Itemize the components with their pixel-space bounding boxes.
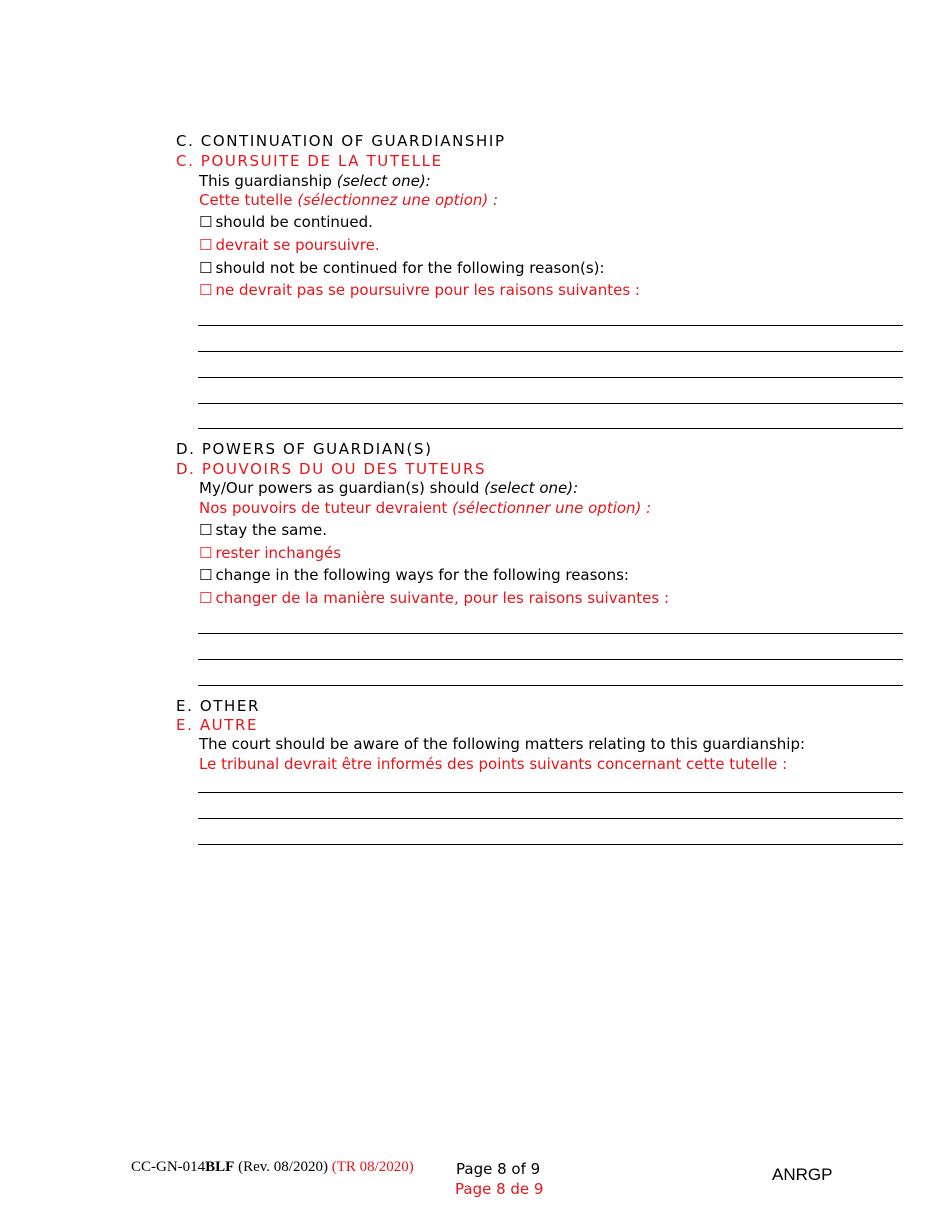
option-label: should not be continued for the following reason(s):: [215, 259, 605, 277]
answer-line[interactable]: [198, 792, 903, 793]
section-e-heading-en: E. OTHER: [176, 697, 260, 715]
option-continued-fr[interactable]: [199, 236, 380, 254]
option-label: rester inchangés: [215, 544, 342, 562]
answer-line[interactable]: [198, 325, 903, 326]
checkbox[interactable]: ☐: [199, 521, 213, 539]
option-label: ne devrait pas se poursuivre pour les raisons suivantes :: [215, 281, 640, 299]
option-not-continued-fr[interactable]: [199, 281, 640, 299]
answer-line[interactable]: [198, 351, 903, 352]
option-change-en[interactable]: [199, 566, 629, 584]
section-d-heading-en: D. POWERS OF GUARDIAN(S): [176, 440, 433, 458]
section-e-prompt-en: The court should be aware of the following matters relating to this guardianship:: [199, 735, 806, 753]
option-label: should be continued.: [215, 213, 373, 231]
prompt-text: Cette tutelle: [199, 191, 293, 209]
prompt-text: Nos pouvoirs de tuteur devraient: [199, 499, 448, 517]
option-stay-same-en[interactable]: [199, 521, 327, 539]
option-label: devrait se poursuivre.: [215, 236, 380, 254]
option-label: stay the same.: [215, 521, 327, 539]
revision: (Rev. 08/2020): [238, 1159, 328, 1175]
form-code-suffix: BLF: [205, 1159, 235, 1175]
section-c-prompt-en: [199, 172, 431, 190]
page-number-fr: Page 8 de 9: [455, 1180, 544, 1198]
checkbox[interactable]: ☐: [199, 259, 213, 277]
prompt-text: My/Our powers as guardian(s) should: [199, 479, 480, 497]
prompt-note: (select one):: [484, 479, 579, 497]
answer-line[interactable]: [198, 844, 903, 845]
checkbox[interactable]: ☐: [199, 281, 213, 299]
answer-line[interactable]: [198, 659, 903, 660]
option-label: changer de la manière suivante, pour les raisons suivantes :: [215, 589, 670, 607]
section-d-prompt-en: [199, 479, 578, 497]
form-id: [131, 1159, 414, 1176]
answer-line[interactable]: [198, 377, 903, 378]
option-continued-en[interactable]: [199, 213, 373, 231]
translation-revision: (TR 08/2020): [331, 1159, 414, 1175]
prompt-text: This guardianship: [199, 172, 332, 190]
prompt-note: (sélectionnez une option) :: [297, 191, 499, 209]
option-change-fr[interactable]: [199, 589, 669, 607]
section-d-heading-fr: D. POUVOIRS DU OU DES TUTEURS: [176, 460, 487, 478]
answer-line[interactable]: [198, 428, 903, 429]
option-not-continued-en[interactable]: [199, 259, 605, 277]
option-stay-same-fr[interactable]: [199, 544, 341, 562]
option-label: change in the following ways for the following reasons:: [215, 566, 629, 584]
checkbox[interactable]: ☐: [199, 589, 213, 607]
section-e-prompt-fr: Le tribunal devrait être informés des points suivants concernant cette tutelle :: [199, 755, 788, 773]
section-d-prompt-fr: [199, 499, 651, 517]
checkbox[interactable]: ☐: [199, 544, 213, 562]
section-c-prompt-fr: [199, 191, 498, 209]
answer-line[interactable]: [198, 685, 903, 686]
prompt-note: (sélectionner une option) :: [452, 499, 652, 517]
form-code: CC-GN-014: [131, 1159, 206, 1175]
section-c-heading-en: C. CONTINUATION OF GUARDIANSHIP: [176, 132, 506, 150]
answer-line[interactable]: [198, 403, 903, 404]
agency-label: ANRGP: [772, 1165, 833, 1184]
section-e-heading-fr: E. AUTRE: [176, 716, 259, 734]
checkbox[interactable]: ☐: [199, 566, 213, 584]
checkbox[interactable]: ☐: [199, 213, 213, 231]
section-c-heading-fr: C. POURSUITE DE LA TUTELLE: [176, 152, 443, 170]
answer-line[interactable]: [198, 633, 903, 634]
checkbox[interactable]: ☐: [199, 236, 213, 254]
answer-line[interactable]: [198, 818, 903, 819]
page-number-en: Page 8 of 9: [456, 1160, 541, 1178]
prompt-note: (select one):: [336, 172, 431, 190]
